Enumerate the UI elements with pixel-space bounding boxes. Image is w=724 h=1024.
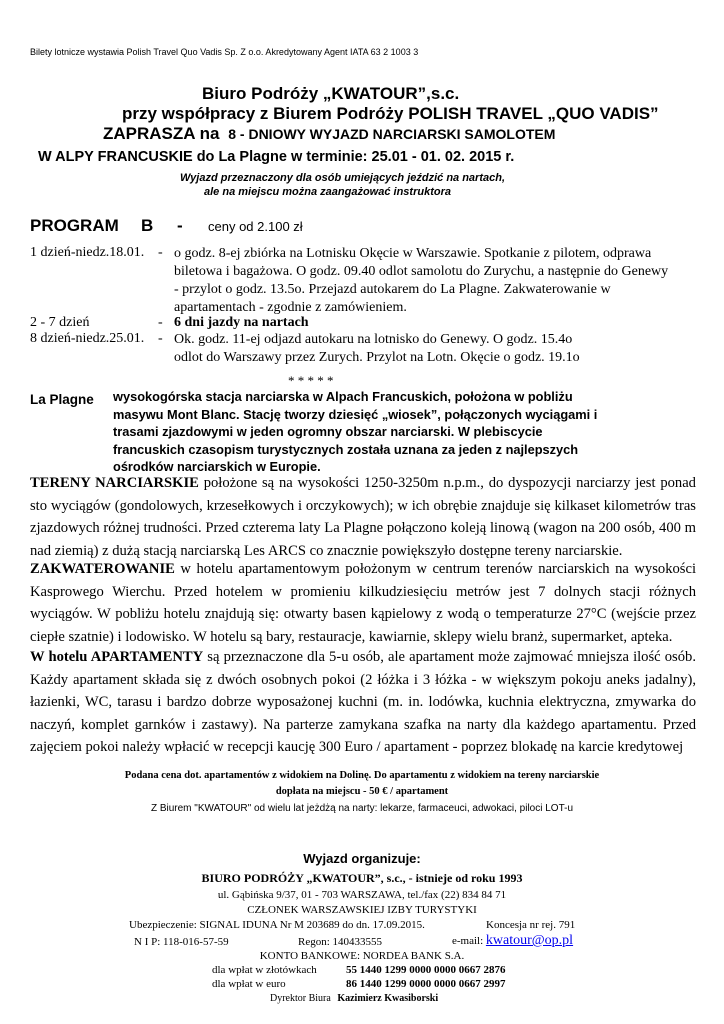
price-note-2: dopłata na miejscu - 50 € / apartament [275,786,449,797]
header-line3 [103,124,555,144]
trip-title: 8 - DNIOWY WYJAZD NARCIARSKI SAMOLOTEM [228,126,556,142]
director-name: Kazimierz Kwasiborski [337,993,439,1004]
organizer-name: BIURO PODRÓŻY „KWATOUR”, s.c., - istnieje od roku 1993 [201,871,523,885]
program-label: PROGRAM [30,216,119,235]
organizer-insurance: Ubezpieczenie: SIGNAL IDUNA Nr M 203689 do dn. 17.09.2015. [129,919,425,931]
pln-label: dla wpłat w złotówkach [212,964,317,976]
organizer-bank: KONTO BANKOWE: NORDEA BANK S.A. [259,950,465,962]
header-note2: ale na miejscu można zaangażować instruktora [204,186,451,198]
degree-symbol: °C [590,606,607,622]
header-note1: Wyjazd przeznaczony dla osób umiejących jeździć na nartach, [180,172,505,184]
director-label: Dyrektor Biura [270,993,331,1004]
email-link[interactable]: kwatour@op.pl [485,933,574,948]
zakwaterowanie-lead: ZAKWATEROWANIE [30,561,175,577]
organizer-member: CZŁONEK WARSZAWSKIEJ IZBY TURYSTYKI [247,904,477,916]
program-letter: B [141,216,154,235]
schedule-dash-1: - [158,245,163,260]
laplagne-description: wysokogórska stacja narciarska w Alpach Francuskich, położona w pobliżu masywu Mont Blanc. Stację tworzy dziesięć „wiosek”, połączonych wyciągami i trasami zjazdowymi w jeden ogromny obszar narciarski. W plebiscycie francuskich czasopism turystycznych została uznana za jeden z najlepszych ośrodków narciarskich w Europie. [113,389,598,474]
organizer-title: Wyjazd organizuje: [303,851,421,866]
program-price: ceny od 2.100 zł [208,219,303,234]
stars-divider: * * * * * [288,373,334,388]
header-line2: przy współpracy z Biurem Podróży POLISH TRAVEL „QUO VADIS” [122,104,659,123]
laplagne-label: La Plagne [30,392,94,407]
schedule-text-2: 6 dni jazdy na nartach [174,315,309,330]
hotel-lead: W hotelu APARTAMENTY [30,649,204,665]
pln-account: 55 1440 1299 0000 0000 0667 2876 [346,964,506,976]
organizer-regon: Regon: 140433555 [298,936,383,948]
clients-note: Z Biurem "KWATOUR" od wielu lat jeżdżą na narty: lekarze, farmaceuci, adwokaci, piloci LOT-u [150,803,574,814]
director-row [270,993,438,1004]
top-note: Bilety lotnicze wystawia Polish Travel Quo Vadis Sp. Z o.o. Akredytowany Agent IATA 63 2 1003 3 [30,47,419,57]
eur-label: dla wpłat w euro [212,978,286,990]
schedule-text-1: o godz. 8-ej zbiórka na Lotnisku Okęcie w Warszawie. Spotkanie z pilotem, odprawa biletowa i bagażowa. O godz. 09.40 odlot samolotu do Zurychu, a następnie do Genewy - przylot o godz. 13.5o. Przejazd autokarem do La Plagne. Zakwaterowanie w apartamentach - zgodnie z zamówieniem. [174,246,669,315]
organizer-nip: N I P: 118-016-57-59 [134,936,229,948]
schedule-dash-3: - [158,331,163,346]
schedule-day-2: 2 - 7 dzień [30,315,90,330]
email-label: e-mail: [452,935,486,947]
header-line1: Biuro Podróży „KWATOUR”,s.c. [202,84,460,103]
tereny-paragraph: TERENY NARCIARSKIE położone są na wysokości 1250-3250m n.p.m., do dyspozycji narciarzy jest ponad sto wyciągów (gondolowych, krzesełkowych i orczykowych); w ich obrębie znajduje się kilkaset kilometrów tras zjazdowych różnej trudności. Przed czterema laty La Plagne połączono koleją linową (wagon na 200 osób, 400 m nad ziemią) z dużą stacją narciarską Les ARCS co znacznie powiększyło dostępne tereny narciarskie. [30,475,696,559]
invite-label: ZAPRASZA na [103,124,220,143]
header-line4: W ALPY FRANCUSKIE do La Plagne w terminie: 25.01 - 01. 02. 2015 r. [38,149,515,165]
schedule-day-1: 1 dzień-niedz.18.01. [30,245,145,260]
zakwaterowanie-paragraph: ZAKWATEROWANIE w hotelu apartamentowym położonym w centrum terenów narciarskich na wysokości Kasprowego Wierchu. Przed hotelem w promieniu kilkudziesięciu metrów jest 7 dolnych stacji różnych wyciągów. W pobliżu hotelu znajdują się: otwarty basen kąpielowy z wodą o temperaturze 27°C (wejście przez ciepłe szatnie) i lodowisko. W hotelu są bary, restauracje, kawiarnie, sklepy wielu branż, supermarket, apteka. [30,561,696,645]
eur-account: 86 1440 1299 0000 0000 0667 2997 [346,978,506,990]
schedule-day-3: 8 dzień-niedz.25.01. [30,331,145,346]
schedule-text-3: Ok. godz. 11-ej odjazd autokaru na lotnisko do Genewy. O godz. 15.4o odlot do Warszawy przez Zurych. Przylot na Lotn. Okęcie o godz. 19.1o [174,332,580,365]
program-dash: - [177,216,183,235]
organizer-licence: Koncesja nr rej. 791 [486,919,576,931]
schedule-dash-2: - [158,315,163,330]
price-note-1: Podana cena dot. apartamentów z widokiem na Dolinę. Do apartamentu z widokiem na tereny narciarskie [124,770,600,781]
hotel-paragraph: W hotelu APARTAMENTY są przeznaczone dla 5-u osób, ale apartament może zajmować mniejsza ilość osób. Każdy apartament składa się z dwóch osobnych pokoi (2 łóżka i 3 łóżka - w większym pokoju aneks jadalny), łazienki, WC, tarasu i bardzo dobrze wyposażonej kuchni (m. in. lodówka, kuchnia elektryczna, zmywarka do naczyń, komplet garnków i zastawy). Na parterze zamykana szafka na narty dla każdego apartamentu. Przed zajęciem pokoi należy wpłacić w recepcji kaucję 300 Euro / apartament - poprzez blokadę na karcie kredytowej [30,649,696,755]
organizer-email-row [452,933,573,949]
organizer-address: ul. Gąbińska 9/37, 01 - 703 WARSZAWA, tel./fax (22) 834 84 71 [217,889,507,901]
tereny-lead: TERENY NARCIARSKIE [30,475,199,491]
